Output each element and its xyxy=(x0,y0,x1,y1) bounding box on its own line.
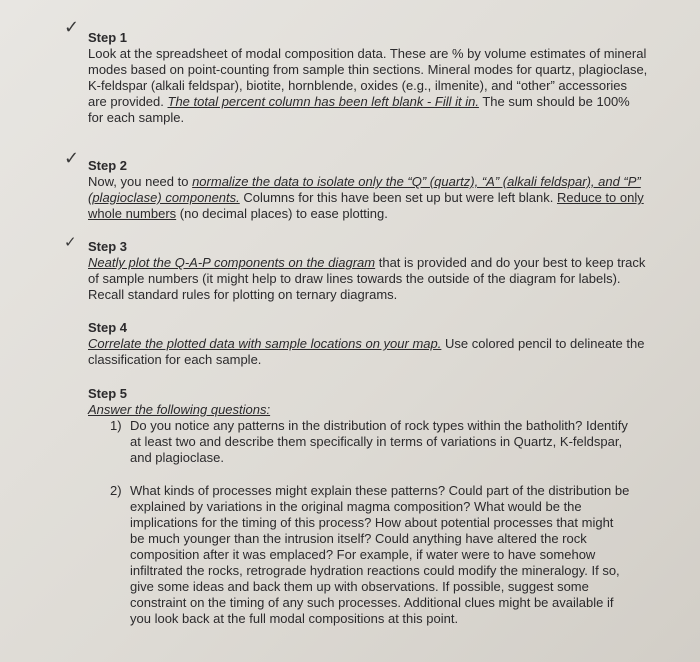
step-title: Step 3 xyxy=(88,239,128,254)
step-text: Use colored pencil to delineate the classification for each sample. xyxy=(88,336,645,367)
question-text: What kinds of processes might explain these patterns? Could part of the distribution be explained by variations in the original magma composition? What would be the implications for the timing of this process? How about potential processes that might be much younger than the intrusion itself? Could anything have altered the rock composition after it was emplaced? For example, if water were to have somehow infiltrated the rocks, retrograde hydration reactions could modify the mineralogy. If so, give some ideas and back them up with observations. If possible, suggest some constraint on the timing of any such processes. Additional clues might be available if you look back at the full modal compositions at this point. xyxy=(130,483,630,626)
step-title: Step 2 xyxy=(88,158,128,173)
step-title: Step 4 xyxy=(88,320,128,335)
step-text: The sum should be 100% for each sample. xyxy=(88,94,630,125)
question-1 xyxy=(110,418,630,466)
step-emphasis: Neatly plot the Q-A-P components on the diagram xyxy=(88,255,376,270)
step-1 xyxy=(88,30,648,126)
question-number: 2) xyxy=(110,483,122,498)
step-text: (no decimal places) to ease plotting. xyxy=(176,206,388,221)
question-2 xyxy=(110,483,630,627)
step-emphasis: Reduce to only whole numbers xyxy=(88,190,644,221)
question-text: Do you notice any patterns in the distribution of rock types within the batholith? Identify at least two and describe them specifically in terms of variations in Quartz, K-feldspar, and plagioclase. xyxy=(130,418,628,465)
checkmark-icon: ✓ xyxy=(64,148,80,169)
step-emphasis: The total percent column has been left blank - Fill it in. xyxy=(167,94,479,109)
step-emphasis: Answer the following questions: xyxy=(88,402,271,417)
checkmark-icon: ✓ xyxy=(64,17,80,38)
step-3 xyxy=(88,239,648,303)
step-title: Step 1 xyxy=(88,30,128,45)
step-5 xyxy=(88,386,648,418)
step-emphasis: normalize the data to isolate only the “Q” (quartz), “A” (alkali feldspar), and “P” (plagioclase) components. xyxy=(88,174,641,205)
step-2 xyxy=(88,158,648,222)
step-text: that is provided and do your best to keep track of sample numbers (it might help to draw lines towards the outside of the diagram for labels). Recall standard rules for plotting on ternary diagrams. xyxy=(88,255,646,302)
step-title: Step 5 xyxy=(88,386,128,401)
step-emphasis: Correlate the plotted data with sample locations on your map. xyxy=(88,336,442,351)
checkmark-icon: ✓ xyxy=(64,233,77,251)
step-text: Now, you need to xyxy=(88,174,193,189)
question-number: 1) xyxy=(110,418,122,433)
step-text: Look at the spreadsheet of modal composition data. These are % by volume estimates of mineral modes based on point-counting from sample thin sections. Mineral modes for quartz, plagioclase, K-feldspar (alkali feldspar), biotite, hornblende, oxides (e.g., ilmenite), and “other” accessories are provided. xyxy=(88,46,648,109)
step-text: Columns for this have been set up but were left blank. xyxy=(239,190,557,205)
step-4 xyxy=(88,320,648,368)
